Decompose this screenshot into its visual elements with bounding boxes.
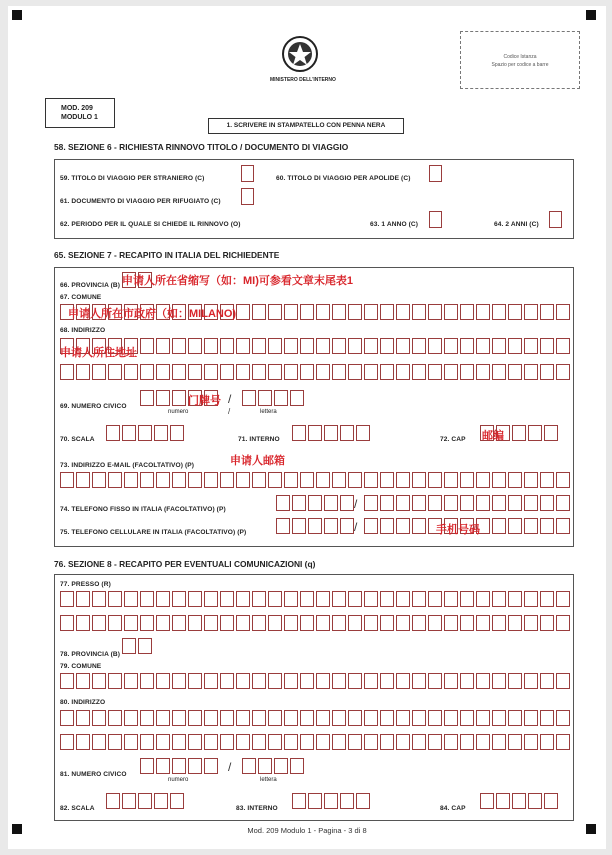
field-83-label: 83. INTERNO — [236, 805, 278, 812]
field-64-label: 64. 2 ANNI (C) — [494, 221, 539, 228]
lettera-caption: lettera — [260, 777, 277, 783]
field-73-label: 73. INDIRIZZO E-MAIL (FACOLTATIVO) (P) — [60, 462, 195, 469]
module-subnumber: MODULO 1 — [61, 114, 98, 121]
slash: / — [354, 497, 358, 511]
lettera-caption: lettera — [260, 409, 277, 415]
annotation-indirizzo: 申请人所住地址 — [60, 347, 137, 359]
field-78-label: 78. PROVINCIA (B) — [60, 651, 121, 658]
field-61-label: 61. DOCUMENTO DI VIAGGIO PER RIFUGIATO (C) — [60, 198, 221, 205]
field-61-checkbox[interactable] — [241, 188, 254, 205]
annotation-cellulare: 手机号码 — [436, 524, 480, 536]
field-82-label: 82. SCALA — [60, 805, 95, 812]
barcode-area — [460, 31, 580, 89]
annotation-civico: 门牌号 — [188, 395, 221, 407]
ministry-name: MINISTERO DELL'INTERNO — [270, 77, 336, 83]
field-81-label: 81. NUMERO CIVICO — [60, 771, 127, 778]
field-60-checkbox[interactable] — [429, 165, 442, 182]
annotation-email: 申请人邮箱 — [230, 455, 285, 467]
page-footer: Mod. 209 Modulo 1 - Pagina - 3 di 8 — [247, 826, 367, 835]
field-78-boxes[interactable] — [122, 638, 154, 654]
field-81-numero-boxes[interactable] — [140, 758, 220, 774]
field-68-label: 68. INDIRIZZO — [60, 327, 106, 334]
numero-caption: numero — [168, 777, 189, 783]
field-79-label: 79. COMUNE — [60, 663, 102, 670]
field-59-label: 59. TITOLO DI VIAGGIO PER STRANIERO (C) — [60, 175, 205, 182]
section-7-title: 65. SEZIONE 7 - RECAPITO IN ITALIA DEL RICHIEDENTE — [54, 250, 280, 260]
field-77-label: 77. PRESSO (R) — [60, 581, 111, 588]
field-74-number-boxes[interactable] — [364, 495, 572, 511]
field-74-prefix-boxes[interactable] — [276, 495, 356, 511]
form-page — [8, 6, 606, 849]
field-75-prefix-boxes[interactable] — [276, 518, 356, 534]
slash: / — [228, 392, 232, 406]
field-72-label: 72. CAP — [440, 436, 466, 443]
annotation-provincia: 申请人所在省缩写（如：MI)可参看文章末尾表1 — [122, 275, 353, 287]
barcode-caption: Spazio per codice a barre — [491, 62, 549, 68]
field-82-boxes[interactable] — [106, 793, 186, 809]
field-84-boxes[interactable] — [480, 793, 560, 809]
field-80-boxes-row2[interactable] — [60, 734, 572, 750]
slash: / — [228, 760, 232, 774]
field-60-label: 60. TITOLO DI VIAGGIO PER APOLIDE (C) — [276, 175, 411, 182]
section-8-frame — [54, 574, 574, 821]
barcode-caption: Codice Istanza — [503, 54, 537, 60]
field-73-boxes[interactable] — [60, 472, 572, 488]
instruction-box: 1. SCRIVERE IN STAMPATELLO CON PENNA NERA — [208, 118, 404, 134]
module-number: MOD. 209 — [61, 105, 93, 112]
republic-emblem-icon — [280, 34, 320, 74]
field-80-label: 80. INDIRIZZO — [60, 699, 106, 706]
field-68-boxes-row2[interactable] — [60, 364, 572, 380]
field-79-boxes[interactable] — [60, 673, 572, 689]
field-69-lettera-boxes[interactable] — [242, 390, 306, 406]
field-71-boxes[interactable] — [292, 425, 372, 441]
field-83-boxes[interactable] — [292, 793, 372, 809]
annotation-comune: 申请人所在市政府（如：MILANO) — [68, 308, 237, 320]
field-74-label: 74. TELEFONO FISSO IN ITALIA (FACOLTATIVO) (P) — [60, 506, 226, 513]
field-62-label: 62. PERIODO PER IL QUALE SI CHIEDE IL RINNOVO (O) — [60, 221, 241, 228]
field-81-lettera-boxes[interactable] — [242, 758, 306, 774]
field-64-checkbox[interactable] — [549, 211, 562, 228]
field-75-label: 75. TELEFONO CELLULARE IN ITALIA (FACOLTATIVO) (P) — [60, 529, 247, 536]
field-71-label: 71. INTERNO — [238, 436, 280, 443]
field-80-boxes-row1[interactable] — [60, 710, 572, 726]
numero-caption: numero — [168, 409, 189, 415]
field-70-boxes[interactable] — [106, 425, 186, 441]
field-84-label: 84. CAP — [440, 805, 466, 812]
field-77-boxes-row1[interactable] — [60, 591, 572, 607]
field-67-label: 67. COMUNE — [60, 294, 102, 301]
field-69-label: 69. NUMERO CIVICO — [60, 403, 127, 410]
registration-mark — [12, 10, 22, 20]
section-6-title: 58. SEZIONE 6 - RICHIESTA RINNOVO TITOLO / DOCUMENTO DI VIAGGIO — [54, 142, 349, 152]
field-70-label: 70. SCALA — [60, 436, 95, 443]
field-59-checkbox[interactable] — [241, 165, 254, 182]
registration-mark — [586, 10, 596, 20]
slash: / — [354, 520, 358, 534]
field-63-label: 63. 1 ANNO (C) — [370, 221, 419, 228]
field-63-checkbox[interactable] — [429, 211, 442, 228]
module-id-box — [45, 98, 115, 128]
slash: / — [228, 407, 231, 416]
field-66-label: 66. PROVINCIA (B) — [60, 282, 121, 289]
section-8-title: 76. SEZIONE 8 - RECAPITO PER EVENTUALI COMUNICAZIONI (q) — [54, 559, 316, 569]
field-77-boxes-row2[interactable] — [60, 615, 572, 631]
annotation-cap: 邮编 — [482, 430, 504, 442]
